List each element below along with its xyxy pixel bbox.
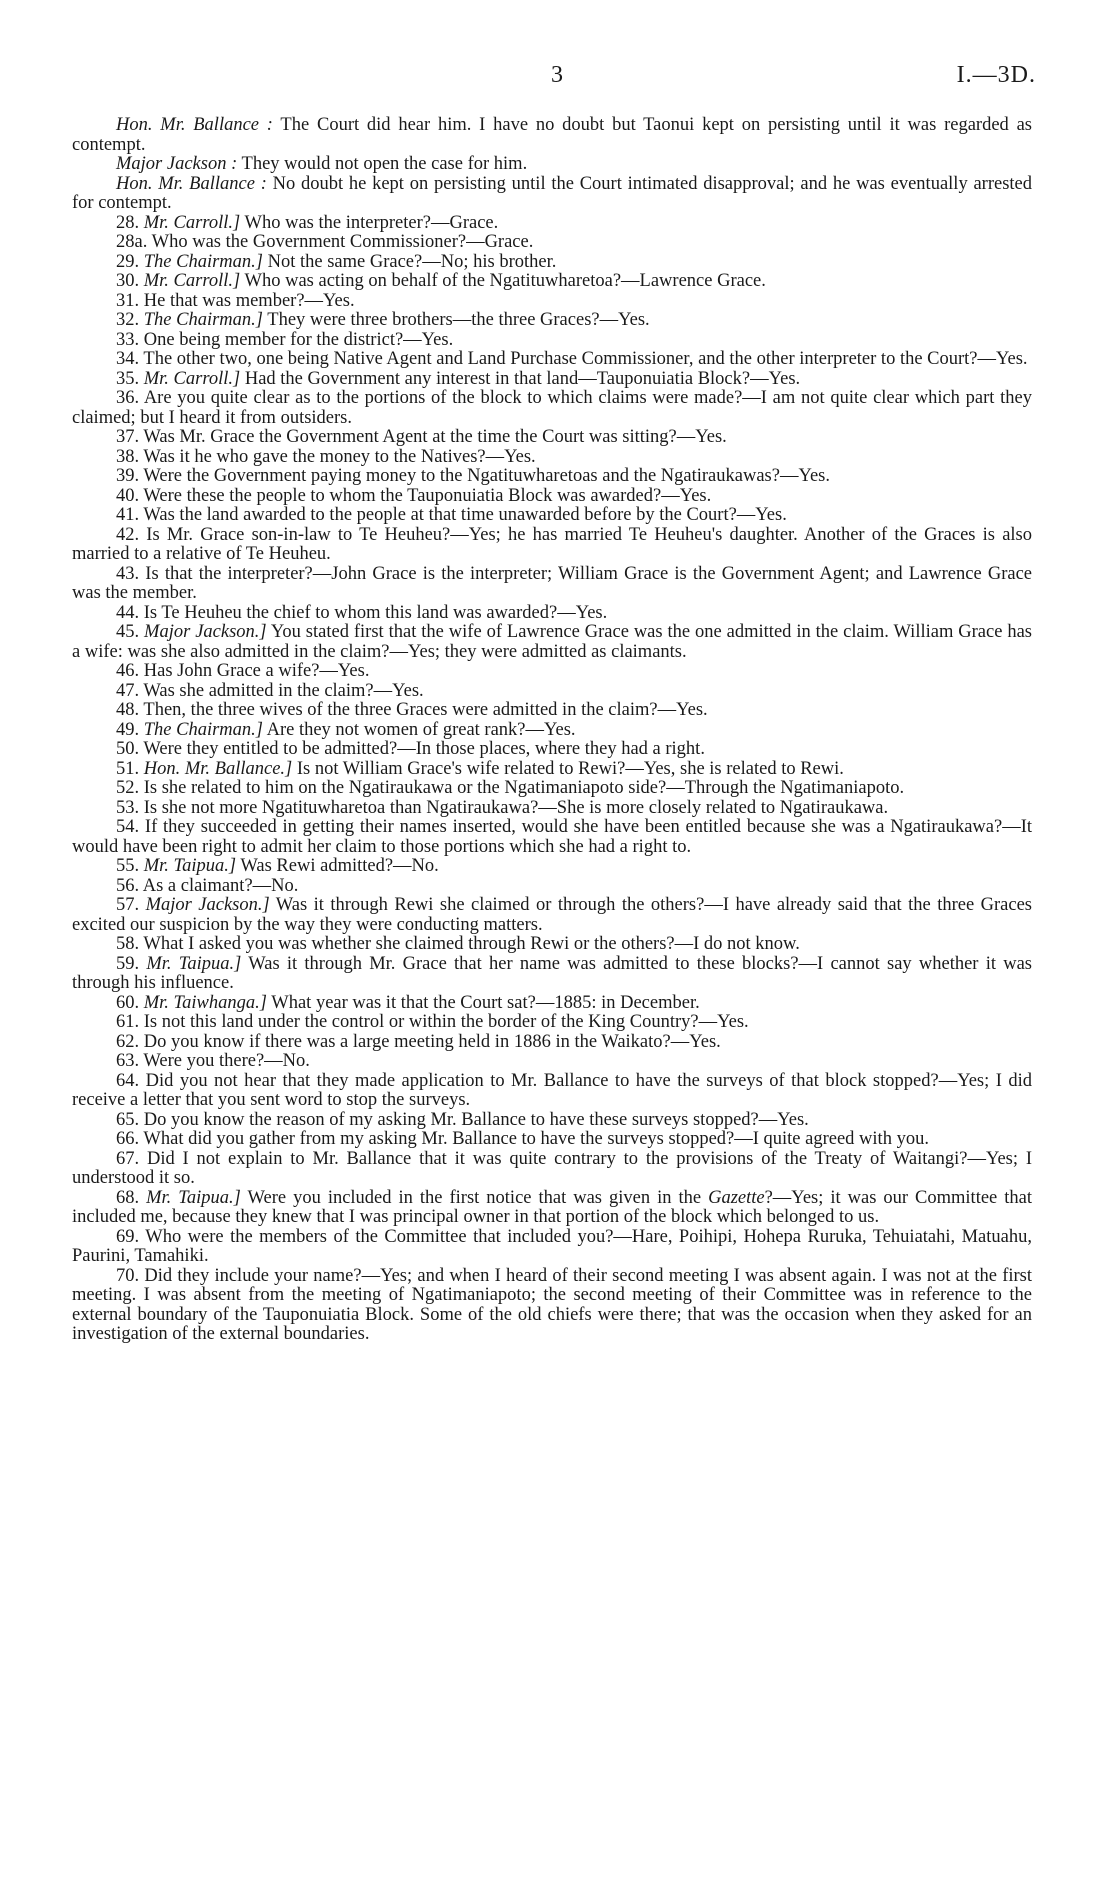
paragraph-text: Was Rewi admitted?—No. xyxy=(236,856,439,876)
question-text: 60. xyxy=(116,992,144,1013)
question-text: 68. xyxy=(116,1187,147,1208)
evidence-paragraph xyxy=(72,1150,1032,1189)
paragraph-text: You stated first that the wife of Lawrence Grace was the one admitted in the claim. William Grace has a wife: was she also admitted in the claim?—Yes; they were admitted as claimants. xyxy=(72,622,1032,662)
speaker-name: The Chairman.] xyxy=(143,310,263,330)
evidence-paragraph xyxy=(72,155,1032,175)
question-text: 38. Was it he who gave the money to the Natives?—Yes. xyxy=(116,446,536,467)
evidence-paragraph xyxy=(72,292,1032,312)
evidence-paragraph xyxy=(72,350,1032,370)
document-body xyxy=(72,116,1032,1345)
question-text: 32. xyxy=(116,310,144,330)
evidence-paragraph xyxy=(72,1130,1032,1150)
evidence-paragraph xyxy=(72,272,1032,292)
question-text: 44. Is Te Heuheu the chief to whom this land was awarded?—Yes. xyxy=(116,602,608,623)
evidence-paragraph xyxy=(72,448,1032,468)
evidence-paragraph xyxy=(72,701,1032,721)
speaker-name: The Chairman.] xyxy=(143,719,263,740)
question-text: 55. xyxy=(116,856,144,876)
question-text: 70. Did they include your name?—Yes; and when I heard of their second meeting I was absent again. I was not at the first meeting. I was absent from the meeting of Ngatimaniapoto; the second meeting of their Committee was in reference to the external boundary of the Tauponuiatia Block. Some of the old chiefs were there; that was the occasion when they asked for an investigation of the external boundaries. xyxy=(72,1265,1032,1344)
evidence-paragraph xyxy=(72,740,1032,760)
question-text: 67. Did I not explain to Mr. Ballance that it was quite contrary to the provisions of the Treaty of Waitangi?—Yes; I understood it so. xyxy=(72,1148,1032,1188)
paragraph-text: Who was acting on behalf of the Ngatituwharetoa?—Lawrence Grace. xyxy=(240,271,766,291)
question-text: 63. Were you there?—No. xyxy=(116,1051,310,1071)
speaker-name: Hon. Mr. Ballance : xyxy=(116,173,267,194)
question-text: 31. He that was member?—Yes. xyxy=(116,290,355,311)
evidence-paragraph xyxy=(72,662,1032,682)
question-text: 62. Do you know if there was a large meeting held in 1886 in the Waikato?—Yes. xyxy=(116,1031,721,1052)
paragraph-text: Were you included in the first notice that was given in the xyxy=(240,1187,709,1208)
question-text: 52. Is she related to him on the Ngatiraukawa or the Ngatimaniapoto side?—Through the Ngatimaniapoto. xyxy=(116,778,905,798)
evidence-paragraph xyxy=(72,955,1032,994)
evidence-paragraph xyxy=(72,799,1032,819)
question-text: 49. xyxy=(116,719,144,740)
evidence-paragraph xyxy=(72,877,1032,897)
evidence-paragraph xyxy=(72,935,1032,955)
evidence-paragraph xyxy=(72,253,1032,273)
evidence-paragraph xyxy=(72,116,1032,155)
speaker-name: Mr. Carroll.] xyxy=(143,271,241,291)
evidence-paragraph xyxy=(72,760,1032,780)
question-text: 34. The other two, one being Native Agent and Land Purchase Commissioner, and the other interpreter to the Court?—Yes. xyxy=(116,349,1028,369)
evidence-paragraph xyxy=(72,604,1032,624)
paragraph-text: They would not open the case for him. xyxy=(237,154,528,174)
question-text: 29. xyxy=(116,251,144,272)
paragraph-text: What year was it that the Court sat?—1885: in December. xyxy=(266,992,700,1013)
question-text: 33. One being member for the district?—Yes. xyxy=(116,329,454,350)
paragraph-text: Who was the interpreter?—Grace. xyxy=(240,212,499,233)
evidence-paragraph xyxy=(72,389,1032,428)
question-text: 66. What did you gather from my asking Mr. Ballance to have the surveys stopped?—I quite agreed with you. xyxy=(116,1129,929,1149)
question-text: 36. Are you quite clear as to the portions of the block to which claims were made?—I am not quite clear which part they claimed; but I heard it from outsiders. xyxy=(72,388,1032,428)
paragraph-text: Is not William Grace's wife related to Rewi?—Yes, she is related to Rewi. xyxy=(292,758,844,779)
evidence-paragraph xyxy=(72,818,1032,857)
evidence-paragraph xyxy=(72,311,1032,331)
evidence-paragraph xyxy=(72,1072,1032,1111)
evidence-paragraph xyxy=(72,370,1032,390)
paragraph-text: Not the same Grace?—No; his brother. xyxy=(263,251,557,272)
evidence-paragraph xyxy=(72,565,1032,604)
paragraph-text: The Court did hear him. I have no doubt but Taonui kept on persisting until it was regarded as contempt. xyxy=(72,115,1032,155)
paragraph-text: Had the Government any interest in that land—Tauponuiatia Block?—Yes. xyxy=(240,368,801,389)
evidence-paragraph xyxy=(72,1111,1032,1131)
question-text: 51. xyxy=(116,758,144,779)
question-text: 41. Was the land awarded to the people at that time unawarded before by the Court?—Yes. xyxy=(116,505,787,525)
question-text: 61. Is not this land under the control or within the border of the King Country?—Yes. xyxy=(116,1012,749,1032)
evidence-paragraph xyxy=(72,1189,1032,1228)
evidence-paragraph xyxy=(72,526,1032,565)
question-text: 64. Did you not hear that they made application to Mr. Ballance to have the surveys of that block stopped?—Yes; I did receive a letter that you sent word to stop the surveys. xyxy=(72,1070,1032,1110)
question-text: 42. Is Mr. Grace son-in-law to Te Heuheu?—Yes; he has married Te Heuheu's daughter. Another of the Graces is also married to a relative of Te Heuheu. xyxy=(72,524,1032,564)
evidence-paragraph xyxy=(72,467,1032,487)
speaker-name: Major Jackson : xyxy=(116,154,238,174)
evidence-paragraph xyxy=(72,721,1032,741)
evidence-paragraph xyxy=(72,994,1032,1014)
question-text: 47. Was she admitted in the claim?—Yes. xyxy=(116,680,424,701)
evidence-paragraph xyxy=(72,1013,1032,1033)
speaker-name: Mr. Taipua.] xyxy=(143,856,237,876)
question-text: 58. What I asked you was whether she claimed through Rewi or the others?—I do not know. xyxy=(116,934,800,954)
question-text: 48. Then, the three wives of the three Graces were admitted in the claim?—Yes. xyxy=(116,700,708,720)
paragraph-text: Was it through Mr. Grace that her name was admitted to these blocks?—I cannot say whether it was through his influence. xyxy=(72,953,1032,993)
question-text: 30. xyxy=(116,271,144,291)
question-text: 35. xyxy=(116,368,144,389)
page-number: 3 xyxy=(551,62,563,88)
question-text: 69. Who were the members of the Committee that included you?—Hare, Poihipi, Hohepa Ruruka, Tehuiatahi, Matuahu, Paurini, Tamahiki. xyxy=(72,1226,1032,1266)
question-text: 56. As a claimant?—No. xyxy=(116,875,299,896)
evidence-paragraph xyxy=(72,233,1032,253)
question-text: 50. Were they entitled to be admitted?—In those places, where they had a right. xyxy=(116,739,705,759)
question-text: 65. Do you know the reason of my asking Mr. Ballance to have these surveys stopped?—Yes. xyxy=(116,1109,809,1130)
evidence-paragraph xyxy=(72,1228,1032,1267)
question-text: 54. If they succeeded in getting their names inserted, would she have been entitled because she was a Ngatiraukawa?—It would have been right to admit her claim to those portions which she had a right to. xyxy=(72,817,1032,857)
question-text: 45. xyxy=(116,622,145,642)
question-text: 59. xyxy=(116,953,147,974)
evidence-paragraph xyxy=(72,214,1032,234)
speaker-name: Mr. Taipua.] xyxy=(146,1187,241,1208)
question-text: 53. Is she not more Ngatituwharetoa than Ngatiraukawa?—She is more closely related to Ngatiraukawa. xyxy=(116,797,889,818)
paragraph-text: They were three brothers—the three Graces?—Yes. xyxy=(263,310,650,330)
question-text: 46. Has John Grace a wife?—Yes. xyxy=(116,661,370,681)
italic-word: Gazette xyxy=(708,1187,765,1208)
evidence-paragraph xyxy=(72,428,1032,448)
evidence-paragraph xyxy=(72,682,1032,702)
question-text: 57. xyxy=(116,895,146,915)
evidence-paragraph xyxy=(72,779,1032,799)
paragraph-text: Are they not women of great rank?—Yes. xyxy=(263,719,576,740)
speaker-name: Major Jackson.] xyxy=(144,622,267,642)
evidence-paragraph xyxy=(72,1052,1032,1072)
speaker-name: Mr. Carroll.] xyxy=(143,368,241,389)
paragraph-text: Was it through Rewi she claimed or through the others?—I have already said that the three Graces excited our suspicion by the way they were conducting matters. xyxy=(72,895,1032,935)
speaker-name: The Chairman.] xyxy=(143,251,263,272)
document-reference: I.—3D. xyxy=(956,62,1036,88)
speaker-name: Mr. Carroll.] xyxy=(143,212,241,233)
speaker-name: Mr. Taipua.] xyxy=(146,953,242,974)
speaker-name: Mr. Taiwhanga.] xyxy=(143,992,267,1013)
evidence-paragraph xyxy=(72,506,1032,526)
speaker-name: Major Jackson.] xyxy=(145,895,270,915)
evidence-paragraph xyxy=(72,331,1032,351)
evidence-paragraph xyxy=(72,175,1032,214)
evidence-paragraph xyxy=(72,857,1032,877)
paragraph-text: No doubt he kept on persisting until the Court intimated disapproval; and he was eventually arrested for contempt. xyxy=(72,173,1032,213)
question-text: 37. Was Mr. Grace the Government Agent at the time the Court was sitting?—Yes. xyxy=(116,427,727,447)
evidence-paragraph xyxy=(72,623,1032,662)
evidence-paragraph xyxy=(72,487,1032,507)
question-text: 28. xyxy=(116,212,144,233)
speaker-name: Hon. Mr. Ballance : xyxy=(116,115,273,135)
speaker-name: Hon. Mr. Ballance.] xyxy=(143,758,293,779)
question-text: 40. Were these the people to whom the Tauponuiatia Block was awarded?—Yes. xyxy=(116,485,712,506)
paragraph-text: ?—Yes; it was our Committee that included me, because they knew that I was principal owner in that portion of the block which belonged to us. xyxy=(72,1187,1032,1227)
question-text: 39. Were the Government paying money to the Ngatituwharetoas and the Ngatiraukawas?—Yes. xyxy=(116,466,831,486)
evidence-paragraph xyxy=(72,1267,1032,1345)
question-text: 43. Is that the interpreter?—John Grace is the interpreter; William Grace is the Government Agent; and Lawrence Grace was the member. xyxy=(72,563,1032,603)
evidence-paragraph xyxy=(72,1033,1032,1053)
question-text: 28a. Who was the Government Commissioner?—Grace. xyxy=(116,232,534,252)
evidence-paragraph xyxy=(72,896,1032,935)
